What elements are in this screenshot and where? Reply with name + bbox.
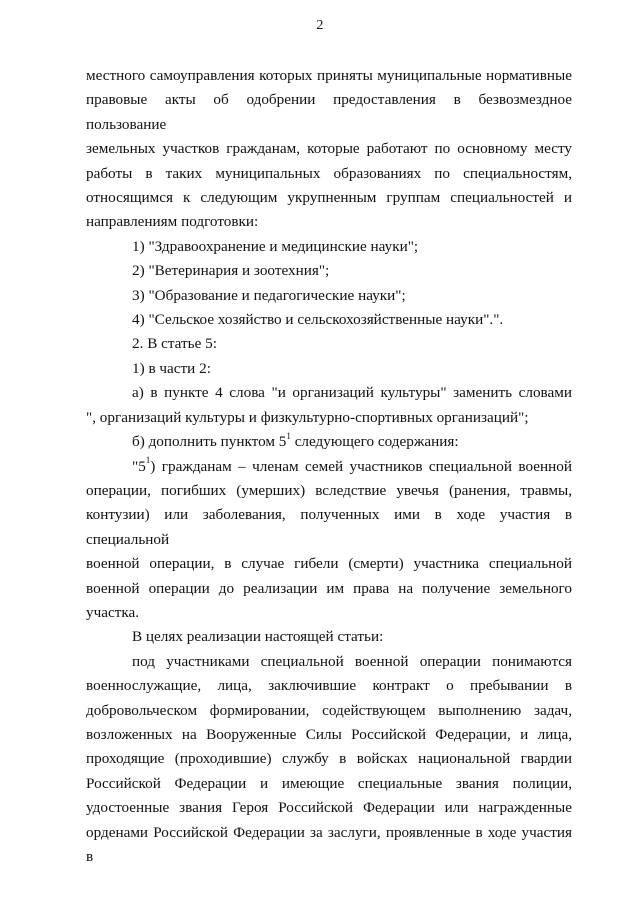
list-item: 4) "Сельское хозяйство и сельскохозяйственные науки".". <box>132 311 504 329</box>
text-line: возложенных на Вооруженные Силы Российской Федерации, и лица, <box>86 725 572 743</box>
text-line: контузии) или заболевания, полученных ими в ходе участия в специальной <box>86 506 572 548</box>
section-heading: 2. В статье 5: <box>132 335 217 353</box>
text-line: относящимся к следующим укрупненным группам специальностей и <box>86 189 572 207</box>
superscript: 1 <box>145 455 151 466</box>
list-item: 3) "Образование и педагогические науки"; <box>132 286 406 304</box>
text-line: участка. <box>86 603 140 621</box>
text-line: проходящие (проходившие) службу в войсках национальной гвардии <box>86 750 572 768</box>
text-line: работы в таких муниципальных образованиях по специальностям, <box>86 164 572 182</box>
text-line: Российской Федерации и имеющие специальные звания полиции, <box>86 774 572 792</box>
text-line: военной операции до реализации им права на получение земельного <box>86 579 572 597</box>
text-line <box>86 430 572 454</box>
text-line: военной операции, в случае гибели (смерти) участника специальной <box>86 555 572 573</box>
text-line: направлениям подготовки: <box>86 213 259 231</box>
text-run: "5 <box>132 457 146 475</box>
text-line: военнослужащие, лица, заключившие контракт о пребывании в <box>86 677 572 695</box>
text-line: операции, погибших (умерших) вследствие увечья (ранения, травмы, <box>86 481 572 499</box>
text-line: добровольческом формировании, содействующем выполнению задач, <box>86 701 572 719</box>
list-item: 2) "Ветеринария и зоотехния"; <box>132 262 330 280</box>
text-line: орденами Российской Федерации за заслуги, проявленные в ходе участия в <box>86 823 572 865</box>
text-line: земельных участков гражданам, которые работают по основному месту <box>86 140 572 158</box>
text-line: В целях реализации настоящей статьи: <box>132 628 384 646</box>
text-line: под участниками специальной военной операции понимаются <box>132 652 572 670</box>
list-item: 1) "Здравоохранение и медицинские науки"; <box>132 237 419 255</box>
subsection-heading: 1) в части 2: <box>132 359 211 377</box>
text-line <box>86 455 572 479</box>
text-line: удостоенные звания Героя Российской Федерации или награжденные <box>86 799 572 817</box>
text-run: ) гражданам – членам семей участников специальной военной <box>150 457 572 475</box>
text-run: б) дополнить пунктом 5 <box>132 433 287 451</box>
text-line: правовые акты об одобрении предоставления в безвозмездное пользование <box>86 91 572 133</box>
text-line: ", организаций культуры и физкультурно-спортивных организаций"; <box>86 408 529 426</box>
page-number: 2 <box>316 18 324 33</box>
document-body <box>86 64 572 869</box>
text-run: следующего содержания: <box>290 433 459 451</box>
text-line: а) в пункте 4 слова "и организаций культуры" заменить словами <box>132 384 572 402</box>
superscript: 1 <box>286 431 291 442</box>
text-line: местного самоуправления которых приняты муниципальные нормативные <box>86 67 572 84</box>
